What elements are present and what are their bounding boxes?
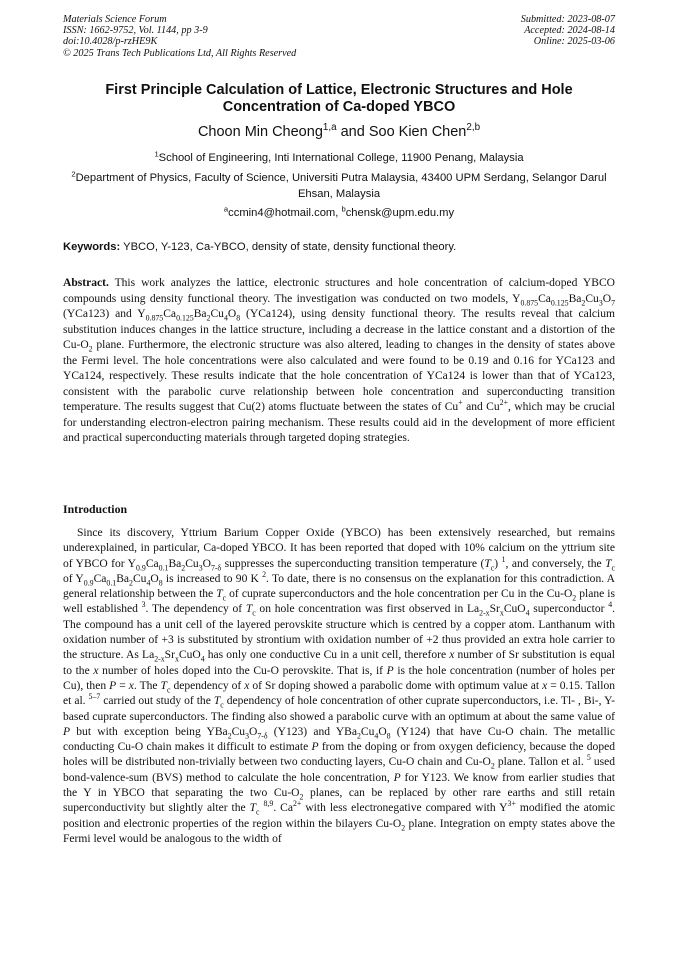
affiliation-2: $^2$Department of Physics, Faculty of Science, Universiti Putra Malaysia, 43400 UPM Serdang, Selangor Darul Ehsan, Malaysia <box>71 169 607 200</box>
keywords <box>63 241 615 253</box>
citation[interactable]: 5 <box>586 753 591 763</box>
journal-issn: ISSN: 1662-9752, Vol. 1144, pp 3-9 <box>63 25 208 37</box>
email-b[interactable]: chensk@upm.edu.my <box>345 207 455 219</box>
citation[interactable]: 4 <box>608 600 613 610</box>
email-a[interactable]: ccmin4@hotmail.com, <box>228 207 342 219</box>
date-submitted: Submitted: 2023-08-07 <box>520 14 615 25</box>
author-1-affiliation: 1,a <box>322 122 337 134</box>
author-conjunction: and <box>336 124 369 140</box>
author-1: Choon Min Cheong <box>197 124 323 140</box>
introduction-heading: Introduction <box>63 502 128 516</box>
introduction-paragraph: Since its discovery, Yttrium Barium Copper Oxide (YBCO) has been extensively researched, but remains underexplained, in particular, Ca-doped YBCO. It has been reported that doped with 10% calcium on the yttrium site of YBCO for $Y_{0.9}Ca_{0.1}Ba_2Cu_3O_{7-\delta}$ suppresses the superconducting transition temperature $(T_c)$ $^1$, and conversely, the $T_c$ of $Y_{0.9}Ca_{0.1}Ba_2Cu_4O_8$ is increased to 90 K $^2$. To date, there is no consensus on the explanation for this contradiction. A general relationship between the $T_c$ of cuprate superconductors and the hole concentration per Cu in the $Cu-O_2$ plane is well established $^3$. The dependency of $T_c$ on hole concentration was first observed in $La_{2-x}Sr_xCuO_4$ superconductor $^4$. The compound has a unit cell of the layered perovskite structure which is centred by a copper atom. Lanthanum with oxidation number of +3 is substituted by strontium with oxidation number of +2 thus provided an extra hole carrier to the structure. As $La_{2-x}Sr_xCuO_4$ has only one conductive Cu in a unit cell, therefore x number of Sr substitution is equal to the x number of holes doped into the Cu-O perovskite. That is, if P is the hole concentration (number of holes per Cu), then P = x. The $T_c$ dependency of x of Sr doping showed a parabolic dome with optimum value at x = 0.15. Tallon et al. $^{5-7}$ carried out study of the $T_c$ dependency of hole concentration of other cuprate superconductors, i.e. Tl- , Bi-, Y- based cuprate superconductors. The finding also showed a parabolic curve with an optimum at about the same value of P but with exception being $YBa_2Cu_3O_{7-\delta}$ (Y123) and $YBa_2Cu_4O_8$ (Y124) that have Cu-O chain. The metallic conducting Cu-O chain makes it difficult to estimate P from the doping or from oxygen deficiency, because the doped holes will be distributed non-trivially between two conducting layers, Cu-O chain and $Cu-O_2$ plane. Tallon et al. $^5$ used bond-valence-sum (BVS) method to calculate the hole concentration, P for Y123. We know from earlier studies that the Y in YBCO that separating the two $Cu-O_2$ planes, can be replaced by other rare earths and still retain superconductivity but slightly alter the $T_c$ $^{8,9}$. $Ca^{2+}$ with less electronegative compared with $Y^{3+}$ modified the atomic position and electronic properties of the region within the bilayers $Cu-O_2$ plane. Integration on empty states above the Fermi level would be analogous to the width of <box>63 527 616 845</box>
keywords-label: Keywords: <box>63 241 121 253</box>
journal-info <box>63 14 296 59</box>
abstract: Abstract. This work analyzes the lattice, electronic structures and hole concentration of calcium-doped YBCO compounds using density functional theory. The investigation was conducted on two models, $Y_{0.875}Ca_{0.125}Ba_2Cu_3O_7$ (YCa123) and $Y_{0.875}Ca_{0.125}Ba_2Cu_4O_8$ (YCa124), using density functional theory. The results reveal that calcium substitution induces changes in the lattice structure, including a decrease in the lattice constant and a distortion of the $Cu-O_2$ plane. Furthermore, the electronic structure was also altered, leading to changes in the density of states above the Fermi level. The hole concentrations were also calculated and were found to be 0.19 and 0.16 for YCa123 and YCa124, respectively. These results indicate that the hole concentration of YCa124 is lower than that of YCa123, consistent with the parabolic curve relationship between hole concentration and superconducting transition temperature. The results suggest that Cu(2) atoms fluctuate between the states of Cu+ and $Cu^{2+}$, which may be crucial for understanding electron-electron pairing mechanism. These results could aid in the development of more efficient and practical superconducting materials through targeted doping strategies. <box>63 277 615 444</box>
authors <box>63 124 615 140</box>
author-2: Soo Kien Chen <box>368 124 467 140</box>
date-accepted: Accepted: 2024-08-14 <box>524 25 615 37</box>
affiliation-1: $^1$School of Engineering, Inti International College, 11900 Penang, Malaysia <box>154 149 524 164</box>
abstract-label: Abstract. <box>63 277 109 289</box>
journal-name: Materials Science Forum <box>63 14 167 25</box>
author-emails: $^a$ccmin4@hotmail.com, $^b$chensk@upm.edu.my <box>223 204 455 219</box>
date-online: Online: 2025-03-06 <box>533 36 615 48</box>
citation[interactable]: 8,9 <box>263 799 274 809</box>
journal-doi[interactable]: doi:10.4028/p-rzHE9K <box>63 36 158 48</box>
paper-title: First Principle Calculation of Lattice, Electronic Structures and Hole Concentration of Ca-doped YBCO <box>105 82 573 115</box>
publication-dates <box>521 14 615 48</box>
keywords-text: YBCO, Y-123, Ca-YBCO, density of state, density functional theory. <box>120 241 457 253</box>
citation[interactable]: 2 <box>262 570 267 580</box>
journal-copyright: © 2025 Trans Tech Publications Ltd, All Rights Reserved <box>63 47 297 59</box>
author-2-affiliation: 2,b <box>466 122 481 134</box>
citation[interactable]: 5–7 <box>88 692 101 702</box>
citation[interactable]: 3 <box>141 600 146 610</box>
citation[interactable]: 1 <box>501 554 506 564</box>
